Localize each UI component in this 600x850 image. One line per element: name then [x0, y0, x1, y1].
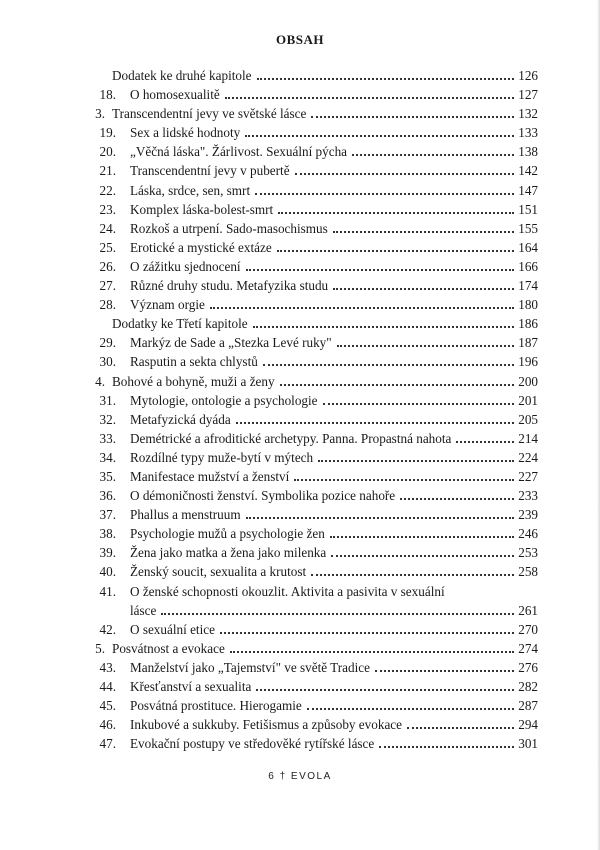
toc-entry-number: 45.	[99, 698, 116, 714]
toc-entry-number: 38.	[99, 526, 116, 542]
toc-entry-page: 186	[518, 316, 538, 332]
toc-entry	[82, 582, 538, 620]
page-footer: 6 † EVOLA	[268, 771, 332, 782]
toc-entry	[82, 715, 538, 734]
leader-dots	[294, 467, 514, 481]
toc-entry-number: 25.	[99, 239, 116, 255]
toc-entry-title: Erotické a mystické extáze	[130, 238, 275, 257]
toc-entry-page: 126	[518, 68, 538, 83]
toc-entry	[82, 200, 538, 219]
toc-entry	[82, 161, 538, 180]
toc-entry-title: Bohové a bohyně, muži a ženy	[112, 372, 278, 391]
toc-entry-page: 274	[518, 640, 538, 656]
toc-entry-title: Markýz de Sade a „Stezka Levé ruky"	[130, 333, 335, 352]
toc-entry	[82, 372, 538, 391]
toc-entry-page: 205	[518, 411, 538, 427]
toc-entry	[82, 543, 538, 562]
toc-entry-page: 239	[518, 507, 538, 523]
toc-entry-page: 227	[518, 468, 538, 484]
toc-entry	[82, 486, 538, 505]
toc-entry-number: 31.	[99, 392, 116, 408]
toc-entry-page: 214	[518, 430, 538, 446]
toc-entry-title: Posvátnost a evokace	[112, 639, 228, 658]
toc-entry-title: Psychologie mužů a psychologie žen	[130, 524, 328, 543]
toc-entry-title: Manifestace mužství a ženství	[130, 467, 292, 486]
leader-dots	[295, 161, 515, 175]
toc-entry	[82, 467, 538, 486]
toc-entry-page: 133	[518, 125, 538, 141]
toc-entry-title: Posvátná prostituce. Hierogamie	[130, 696, 305, 715]
toc-entry	[82, 505, 538, 524]
toc-entry-title: O démoničnosti ženství. Symbolika pozice nahoře	[130, 486, 398, 505]
toc-entry	[82, 238, 538, 257]
toc-entry-number: 28.	[99, 297, 116, 313]
toc-entry-page: 164	[518, 239, 538, 255]
toc-entry-number: 40.	[99, 564, 116, 580]
toc-entry-page: 258	[518, 564, 538, 580]
leader-dots	[278, 200, 514, 214]
toc-entry	[82, 734, 538, 753]
leader-dots	[263, 352, 514, 366]
toc-entry	[82, 219, 538, 238]
toc-entry	[82, 104, 538, 123]
leader-dots	[330, 524, 514, 538]
toc-entry-page: 196	[518, 354, 538, 370]
toc-entry	[82, 85, 538, 104]
toc-entry-page: 138	[518, 144, 538, 160]
toc-entry	[82, 142, 538, 161]
toc-entry-number: 34.	[99, 449, 116, 465]
toc-entry-number: 39.	[99, 545, 116, 561]
leader-dots	[337, 333, 515, 347]
toc-entry-page: 174	[518, 278, 538, 294]
toc-entry	[82, 677, 538, 696]
toc-entry-page: 166	[518, 258, 538, 274]
toc-entry-page: 270	[518, 621, 538, 637]
leader-dots	[220, 620, 514, 634]
leader-dots	[407, 715, 514, 729]
toc-entry	[82, 410, 538, 429]
table-of-contents	[82, 66, 538, 753]
toc-entry-title: Metafyzická dyáda	[130, 410, 234, 429]
leader-dots	[352, 142, 514, 156]
leader-dots	[318, 448, 514, 462]
leader-dots	[161, 601, 514, 615]
toc-entry-number: 19.	[99, 125, 116, 141]
toc-entry-page: 276	[518, 659, 538, 675]
toc-entry	[82, 448, 538, 467]
toc-entry-page: 233	[518, 488, 538, 504]
toc-entry-title: Žena jako matka a žena jako milenka	[130, 543, 329, 562]
toc-entry-number: 36.	[99, 488, 116, 504]
leader-dots	[253, 314, 515, 328]
leader-dots	[225, 85, 514, 99]
leader-dots	[456, 429, 514, 443]
toc-entry-number: 42.	[99, 621, 116, 637]
toc-entry-title: Transcendentní jevy ve světské lásce	[112, 104, 309, 123]
toc-entry-number: 44.	[99, 679, 116, 694]
toc-entry	[82, 658, 538, 677]
toc-entry-number: 43.	[99, 659, 116, 675]
toc-entry-title: „Věčná láska". Žárlivost. Sexuální pýcha	[130, 142, 350, 161]
toc-entry	[82, 429, 538, 448]
toc-entry-title: Dodatky ke Třetí kapitole	[112, 314, 251, 333]
toc-entry-page: 246	[518, 526, 538, 542]
toc-entry-number: 47.	[99, 736, 116, 752]
leader-dots	[236, 410, 515, 424]
toc-entry-number: 46.	[99, 717, 116, 733]
toc-entry-page: 282	[518, 679, 538, 694]
toc-entry-page: 127	[518, 87, 538, 103]
toc-entry-title: Evokační postupy ve středověké rytířské lásce	[130, 734, 377, 753]
toc-entry-number: 37.	[99, 507, 116, 523]
toc-entry-number: 4.	[95, 373, 105, 389]
toc-entry-title: Phallus a menstruum	[130, 505, 244, 524]
leader-dots	[255, 181, 514, 195]
toc-entry-title: O sexuální etice	[130, 620, 218, 639]
toc-entry	[82, 66, 538, 85]
toc-entry-page: 253	[518, 545, 538, 561]
toc-entry	[82, 276, 538, 295]
leader-dots	[246, 505, 515, 519]
toc-entry-number: 30.	[99, 354, 116, 370]
toc-entry-page: 201	[518, 392, 538, 408]
toc-entry-number: 29.	[99, 335, 116, 351]
toc-entry-number: 33.	[99, 430, 116, 446]
toc-entry-page: 187	[518, 335, 538, 351]
toc-entry-number: 20.	[99, 144, 116, 160]
toc-entry-number: 24.	[99, 220, 116, 236]
toc-entry	[82, 620, 538, 639]
toc-entry-title: Transcendentní jevy v pubertě	[130, 161, 293, 180]
leader-dots	[307, 696, 514, 710]
toc-entry-title: Komplex láska-bolest-smrt	[130, 200, 276, 219]
toc-entry-number: 41.	[99, 583, 116, 599]
toc-entry-number: 27.	[99, 278, 116, 294]
toc-entry-title: Dodatek ke druhé kapitole	[112, 66, 255, 85]
toc-entry-number: 22.	[99, 182, 116, 198]
toc-entry-page: 180	[518, 297, 538, 313]
leader-dots	[379, 734, 514, 748]
toc-entry	[82, 391, 538, 410]
toc-entry-page: 287	[518, 698, 538, 714]
toc-entry	[82, 314, 538, 333]
toc-entry	[82, 257, 538, 276]
toc-entry	[82, 524, 538, 543]
toc-entry	[82, 333, 538, 352]
toc-entry-page: 147	[518, 182, 538, 198]
toc-entry-title: Inkubové a sukkuby. Fetišismus a způsoby evokace	[130, 715, 405, 734]
toc-entry-page: 151	[518, 201, 538, 217]
toc-entry-page: 155	[518, 220, 538, 236]
leader-dots	[333, 276, 514, 290]
toc-entry	[82, 562, 538, 581]
leader-dots	[280, 372, 515, 386]
toc-entry-title: Mytologie, ontologie a psychologie	[130, 391, 321, 410]
toc-entry-number: 26.	[99, 258, 116, 274]
toc-entry-title: O ženské schopnosti okouzlit. Aktivita a pasivita v sexuální	[130, 583, 445, 599]
leader-dots	[277, 238, 515, 252]
toc-entry-number: 21.	[99, 163, 116, 179]
toc-entry-title: Rozdílné typy muže-bytí v mýtech	[130, 448, 316, 467]
toc-entry-title: Křesťanství a sexualita	[130, 677, 254, 696]
toc-entry-page: 294	[518, 717, 538, 733]
leader-dots	[230, 639, 514, 653]
leader-dots	[400, 486, 514, 500]
toc-entry-page: 142	[518, 163, 538, 179]
leader-dots	[257, 66, 515, 80]
leader-dots	[210, 295, 514, 309]
toc-entry-page: 132	[518, 106, 538, 122]
toc-entry-page: 261	[518, 602, 538, 618]
toc-entry	[82, 295, 538, 314]
toc-entry	[82, 696, 538, 715]
leader-dots	[246, 257, 515, 271]
toc-entry-number: 35.	[99, 468, 116, 484]
toc-entry-number: 23.	[99, 201, 116, 217]
toc-entry-page: 224	[518, 449, 538, 465]
leader-dots	[331, 543, 514, 557]
toc-entry-title: Demétrické a afroditické archetypy. Panna. Propastná nahota	[130, 429, 454, 448]
toc-entry-title: Sex a lidské hodnoty	[130, 123, 243, 142]
leader-dots	[323, 391, 515, 405]
toc-entry-title: Láska, srdce, sen, smrt	[130, 181, 253, 200]
toc-entry	[82, 352, 538, 371]
toc-entry-title-continued: lásce	[130, 601, 159, 620]
toc-entry-number: 32.	[99, 411, 116, 427]
toc-entry-page: 200	[518, 373, 538, 389]
toc-entry	[82, 181, 538, 200]
toc-entry-title: Ženský soucit, sexualita a krutost	[130, 562, 309, 581]
toc-entry-title: O homosexualitě	[130, 85, 223, 104]
leader-dots	[311, 104, 514, 118]
toc-entry-title: O zážitku sjednocení	[130, 257, 244, 276]
toc-entry-number: 18.	[99, 87, 116, 103]
toc-entry-title: Význam orgie	[130, 295, 208, 314]
toc-heading: OBSAH	[275, 32, 324, 47]
toc-entry	[82, 123, 538, 142]
toc-entry-title: Různé druhy studu. Metafyzika studu	[130, 276, 331, 295]
toc-entry-title: Manželství jako „Tajemství" ve světě Tradice	[130, 658, 373, 677]
leader-dots	[375, 658, 514, 672]
toc-entry-number: 3.	[95, 106, 105, 122]
leader-dots	[256, 677, 514, 691]
toc-entry-title: Rozkoš a utrpení. Sado-masochismus	[130, 219, 331, 238]
toc-entry-number: 5.	[95, 640, 105, 656]
toc-entry-page: 301	[518, 736, 538, 752]
toc-entry	[82, 639, 538, 658]
leader-dots	[311, 562, 514, 576]
leader-dots	[245, 123, 514, 137]
leader-dots	[333, 219, 514, 233]
toc-entry-title: Rasputin a sekta chlystů	[130, 352, 261, 371]
